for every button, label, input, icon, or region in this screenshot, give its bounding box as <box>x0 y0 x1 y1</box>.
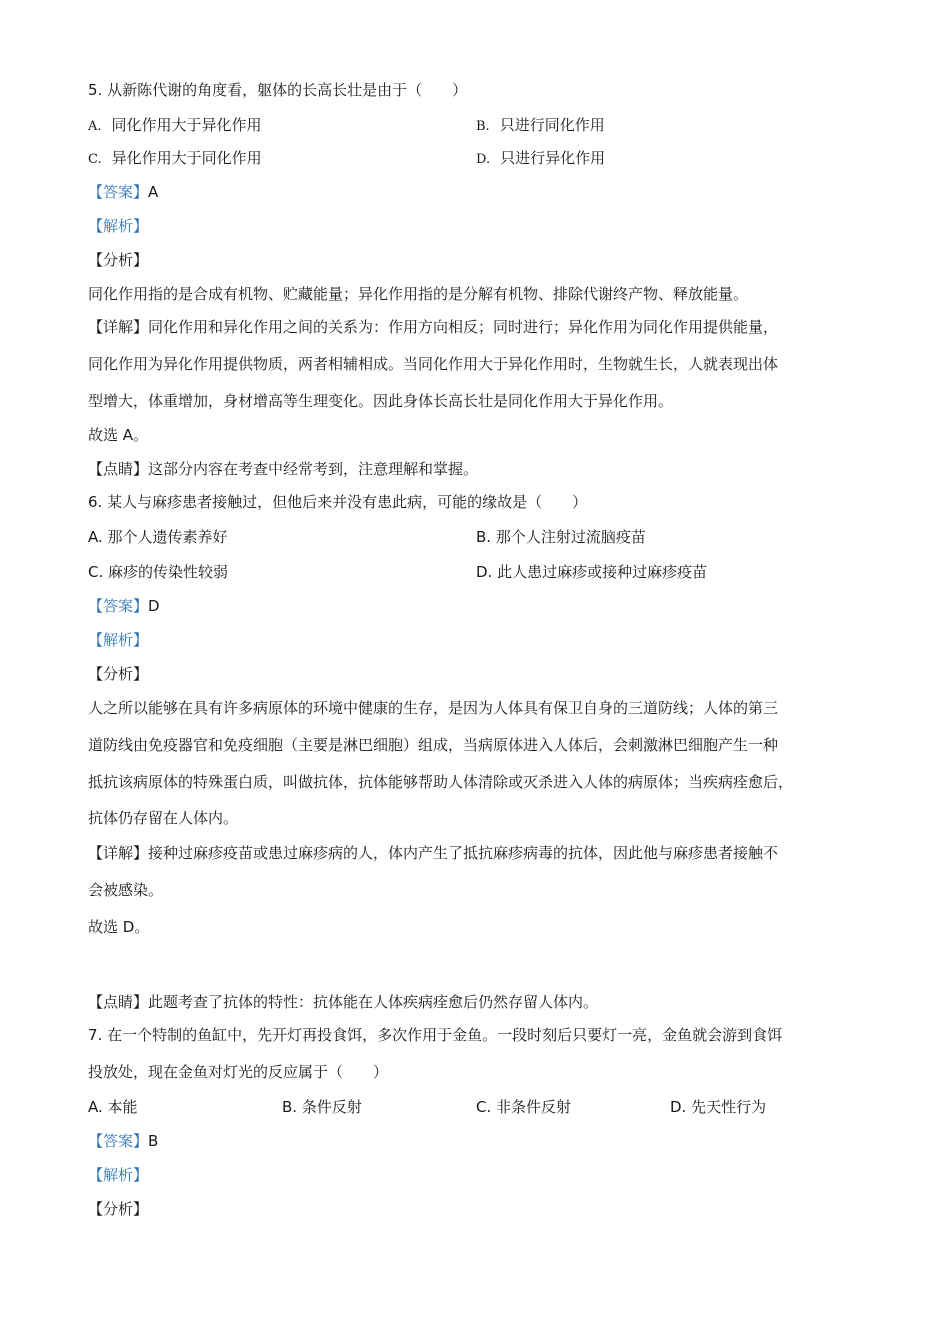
q7-answer: 【答案】B <box>88 1132 159 1150</box>
q5-dianjing: 【点睛】这部分内容在考查中经常考到，注意理解和掌握。 <box>88 460 479 478</box>
q5-option-d: D. 只进行异化作用 <box>476 149 606 167</box>
q5-answer: 【答案】A <box>88 183 159 201</box>
q6-xiangjie-line-1: 【详解】接种过麻疹疫苗或患过麻疹病的人，体内产生了抵抗麻疹病毒的抗体，因此他与麻疹患者接触不 <box>88 844 779 862</box>
q6-xiangjie-line-2: 会被感染。 <box>88 881 164 899</box>
q5-fenxi-text: 同化作用指的是合成有机物、贮藏能量；异化作用指的是分解有机物、排除代谢终产物、释放能量。 <box>88 285 749 303</box>
q6-option-c: C. 麻疹的传染性较弱 <box>88 563 229 581</box>
q5-xiangjie-line-1: 【详解】同化作用和异化作用之间的关系为：作用方向相反；同时进行；异化作用为同化作用提供能量， <box>88 318 779 336</box>
q5-stem: 5. 从新陈代谢的角度看，躯体的长高长壮是由于（ ） <box>88 81 468 99</box>
q5-xiangjie-line-2: 同化作用为异化作用提供物质，两者相辅相成。当同化作用大于异化作用时，生物就生长，人就表现出体 <box>88 355 779 373</box>
q7-option-a: A. 本能 <box>88 1098 138 1116</box>
q5-jiexi-label: 【解析】 <box>88 217 149 235</box>
q7-option-b: B. 条件反射 <box>282 1098 362 1116</box>
q6-fenxi-line-3: 抵抗该病原体的特殊蛋白质，叫做抗体，抗体能够帮助人体清除或灭杀进入人体的病原体；当疾病痊愈后， <box>88 773 794 791</box>
q6-option-a: A. 那个人遗传素养好 <box>88 528 228 546</box>
q7-jiexi-label: 【解析】 <box>88 1166 149 1184</box>
q5-option-c: C. 异化作用大于同化作用 <box>88 149 262 167</box>
q5-guxuan: 故选 A。 <box>88 426 149 444</box>
q7-stem-line-1: 7. 在一个特制的鱼缸中，先开灯再投食饵，多次作用于金鱼。一段时刻后只要灯一亮，金鱼就会游到食饵 <box>88 1026 783 1044</box>
q6-answer: 【答案】D <box>88 597 160 615</box>
q5-xiangjie-line-3: 型增大，体重增加，身材增高等生理变化。因此身体长高长壮是同化作用大于异化作用。 <box>88 392 674 410</box>
q6-fenxi-line-1: 人之所以能够在具有许多病原体的环境中健康的生存，是因为人体具有保卫自身的三道防线；人体的第三 <box>88 699 779 717</box>
q5-option-b: B. 只进行同化作用 <box>476 116 605 134</box>
q5-option-a: A. 同化作用大于异化作用 <box>88 116 262 134</box>
q7-option-c: C. 非条件反射 <box>476 1098 572 1116</box>
q5-fenxi-label: 【分析】 <box>88 251 149 269</box>
q7-fenxi-label: 【分析】 <box>88 1200 149 1218</box>
q6-fenxi-label: 【分析】 <box>88 665 149 683</box>
q6-guxuan: 故选 D。 <box>88 918 150 936</box>
q6-option-b: B. 那个人注射过流脑疫苗 <box>476 528 646 546</box>
q7-stem-line-2: 投放处，现在金鱼对灯光的反应属于（ ） <box>88 1063 389 1081</box>
q6-fenxi-line-4: 抗体仍存留在人体内。 <box>88 809 239 827</box>
q6-fenxi-line-2: 道防线由免疫器官和免疫细胞（主要是淋巴细胞）组成，当病原体进入人体后，会刺激淋巴细胞产生一种 <box>88 736 779 754</box>
q6-stem: 6. 某人与麻疹患者接触过，但他后来并没有患此病，可能的缘故是（ ） <box>88 493 588 511</box>
q7-option-d: D. 先天性行为 <box>670 1098 767 1116</box>
q6-jiexi-label: 【解析】 <box>88 631 149 649</box>
q6-dianjing: 【点睛】此题考查了抗体的特性：抗体能在人体疾病痊愈后仍然存留人体内。 <box>88 993 599 1011</box>
q6-option-d: D. 此人患过麻疹或接种过麻疹疫苗 <box>476 563 708 581</box>
